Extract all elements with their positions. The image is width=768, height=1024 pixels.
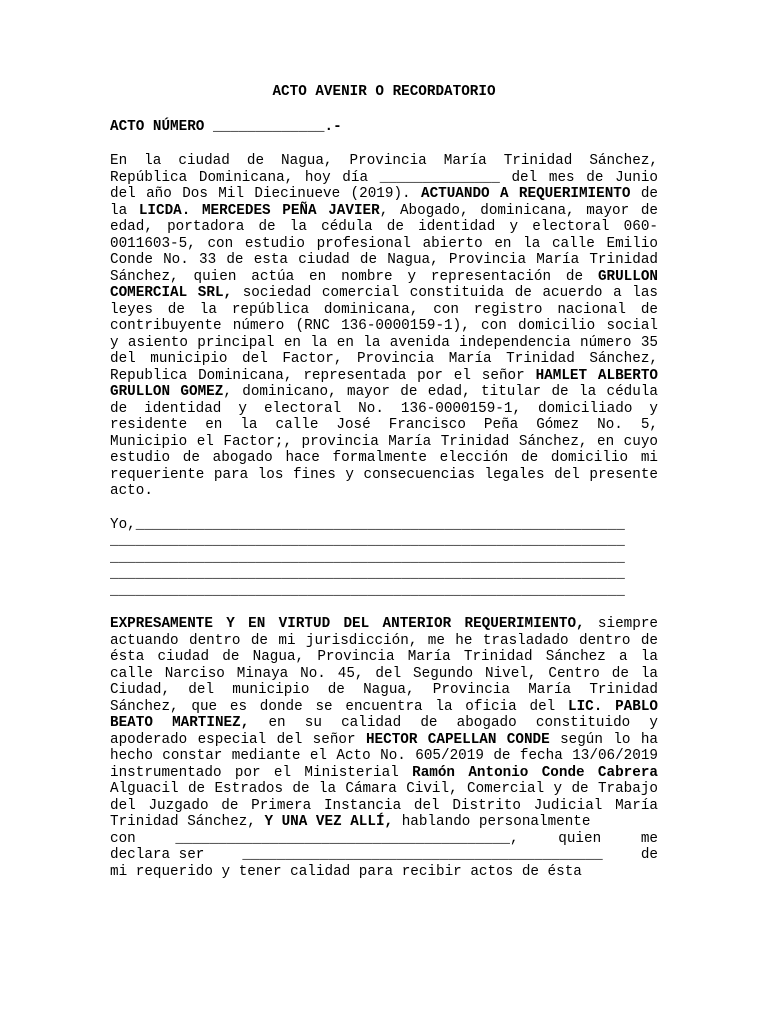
text-run: hablando personalmente (393, 814, 591, 830)
text-run: con (110, 830, 136, 847)
text-run: en su calidad de abogado constituido y apoderado especial del señor (110, 715, 658, 748)
text-run: siempre actuando dentro de mi jurisdicción, me he trasladado dentro de ésta ciudad de Nagua, Provincia María Trinidad Sánchez a la calle Narciso Minaya No. 45, del Segundo Nivel, Centro de la Ciudad, del municipio de Nagua, Provincia María Trinidad Sánchez, que es donde se encuentra la oficia del (110, 616, 658, 715)
text-run: me (640, 830, 658, 847)
bold-run: EXPRESAMENTE Y EN VIRTUD DEL ANTERIOR REQUERIMIENTO, (110, 616, 585, 632)
yo-section (110, 517, 658, 600)
bold-run: ACTUANDO A REQUERIMIENTO (420, 186, 631, 202)
lawyer-name: LICDA. MERCEDES PEÑA JAVIER (138, 202, 380, 219)
text-run: quien (558, 830, 602, 847)
blank-line: ____________________________________________________________ (110, 533, 625, 549)
document-title: ACTO AVENIR O RECORDATORIO (272, 84, 496, 100)
text-run: según lo ha hecho constar mediante el Acto No. 605/2019 de fecha 13/06/2019 instrumentado por el Ministerial (110, 731, 659, 781)
attorney-name: LIC. PABLO BEATO MARTINEZ, (110, 698, 658, 731)
text-run: de la (110, 186, 658, 219)
text-run: de (640, 847, 658, 863)
notification-paragraph (110, 616, 658, 831)
representative-name: HAMLET ALBERTO GRULLON GOMEZ (110, 367, 658, 400)
yo-line: Yo,_________________________________________________________ (110, 516, 625, 533)
bold-run: Y UNA VEZ ALLÍ, (264, 814, 394, 830)
company-name: GRULLON COMERCIAL SRL, (110, 268, 658, 301)
text-run: Alguacil de Estrados de la Cámara Civil, Comercial y de Trabajo del Juzgado de Primera Instancia del Distrito Judicial María Trinidad Sánchez, (110, 781, 658, 830)
declara-line (110, 847, 658, 864)
text-run: , dominicano, mayor de edad, titular de la cédula de identidad y electoral No. 136-0000159-1, domiciliado y residente en la calle José Francisco Peña Gómez No. 5, Municipio el Factor;, provincia María Trinidad Sánchez, en cuyo estudio de abogado hace formalmente elección de domicilio mi requeriente para los fines y consecuencias legales del presente acto. (110, 384, 658, 499)
text-run: En la ciudad de Nagua, Provincia María Trinidad Sánchez, República Dominicana, hoy día ______________ del mes de Junio del año Dos Mil Diecinueve (2019). (110, 153, 658, 202)
blank-field: __________________________________________ (242, 847, 603, 863)
con-line (110, 831, 658, 848)
text-run: , Abogado, dominicana, mayor de edad, portadora de la cédula de identidad y electoral 060-0011603-5, con estudio profesional abierto en la calle Emilio Conde No. 33 de esta ciudad de Nagua, Provincia María Trinidad Sánchez, quien actúa en nombre y representación de (110, 202, 658, 285)
bailiff-name: Ramón Antonio Conde Cabrera (412, 764, 658, 781)
text-run: sociedad comercial constituida de acuerdo a las leyes de la república dominicana, con registro nacional de contribuyente número (RNC 136-0000159-1), con domicilio social y asiento principal en la en la avenida independencia número 35 del municipio del Factor, Provincia María Trinidad Sánchez, Republica Dominicana, representada por el señor (110, 285, 658, 384)
text-run: declara ser (110, 847, 205, 863)
blank-line: ____________________________________________________________ (110, 566, 625, 582)
document-page (110, 84, 658, 880)
blank-line: ____________________________________________________________ (110, 549, 625, 566)
blank-field: _______________________________________, (175, 830, 519, 847)
client-name: HECTOR CAPELLAN CONDE (365, 731, 550, 748)
blank-line: ____________________________________________________________ (110, 582, 625, 599)
last-line (110, 864, 658, 881)
act-number: ACTO NÚMERO _____________.- (110, 118, 342, 135)
requirement-paragraph (110, 153, 658, 500)
text-run: mi requerido y tener calidad para recibir actos de ésta (110, 863, 582, 880)
